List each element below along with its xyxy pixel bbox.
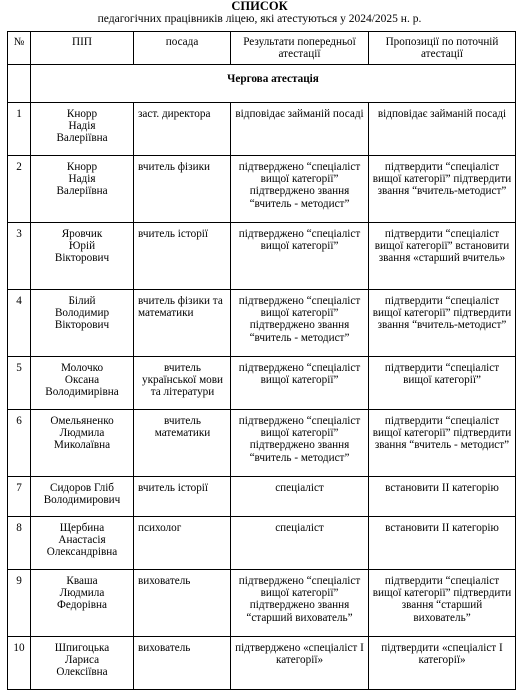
header-name: ПІП: [31, 32, 134, 65]
row-previous-result: підтверджено “спеціаліст вищої категорії” підтверджено звання “старший вихователь”: [231, 570, 369, 637]
table-row: [8, 103, 516, 156]
row-name: Шпигоцька Лариса Олексіївна: [31, 637, 134, 690]
row-proposal: підтвердити «спеціаліст І категорії»: [369, 637, 516, 690]
row-number: 7: [8, 477, 31, 517]
row-name: Омельяненко Людмила Миколаївна: [31, 410, 134, 477]
row-number: 9: [8, 570, 31, 637]
row-name: Сидоров Гліб Володимирович: [31, 477, 134, 517]
row-name: Яровчик Юрій Вікторович: [31, 223, 134, 290]
row-name: Білий Володимир Вікторович: [31, 290, 134, 357]
row-number: 8: [8, 517, 31, 570]
row-number: 1: [8, 103, 31, 156]
row-proposal: відповідає займаній посаді: [369, 103, 516, 156]
row-number: 10: [8, 637, 31, 690]
row-number: 6: [8, 410, 31, 477]
row-proposal: підтвердити “спеціаліст вищої категорії” підтвердити звання “вчитель-методист”: [369, 290, 516, 357]
section-label: Чергова атестація: [31, 65, 516, 103]
header-num: №: [8, 32, 31, 65]
row-name: Кнорр Надія Валеріївна: [31, 103, 134, 156]
table-row: [8, 570, 516, 637]
row-previous-result: підтверджено “спеціаліст вищої категорії”: [231, 357, 369, 410]
row-proposal: встановити ІІ категорію: [369, 517, 516, 570]
row-previous-result: підтверджено “спеціаліст вищої категорії” підтверджено звання “вчитель - методист”: [231, 290, 369, 357]
attestation-table: [7, 31, 516, 690]
row-position: вчитель історії: [134, 477, 231, 517]
table-row: [8, 477, 516, 517]
row-proposal: підтвердити “спеціаліст вищої категорії” підтвердити звання “вчитель - методист”: [369, 410, 516, 477]
row-number: 5: [8, 357, 31, 410]
row-position: психолог: [134, 517, 231, 570]
row-position: заст. директора: [134, 103, 231, 156]
table-row: [8, 517, 516, 570]
row-proposal: встановити ІІ категорію: [369, 477, 516, 517]
row-position: вчитель математики: [134, 410, 231, 477]
row-previous-result: підтверджено “спеціаліст вищої категорії”: [231, 223, 369, 290]
header-previous: Результати попередньої атестації: [231, 32, 369, 65]
row-position: вихователь: [134, 570, 231, 637]
row-name: Молочко Оксана Володимирівна: [31, 357, 134, 410]
row-previous-result: відповідає займаній посаді: [231, 103, 369, 156]
section-spacer: [8, 65, 31, 103]
table-row: [8, 223, 516, 290]
row-name: Кваша Людмила Федорівна: [31, 570, 134, 637]
row-number: 2: [8, 156, 31, 223]
table-row: [8, 410, 516, 477]
document-subtitle: педагогічних працівників ліцею, які атестуються у 2024/2025 н. р.: [97, 13, 422, 25]
row-proposal: підтвердити “спеціаліст вищої категорії” підтвердити звання “вчитель-методист”: [369, 156, 516, 223]
row-proposal: підтвердити “спеціаліст вищої категорії” встановити звання «старший вчитель»: [369, 223, 516, 290]
row-previous-result: спеціаліст: [231, 477, 369, 517]
row-previous-result: спеціаліст: [231, 517, 369, 570]
row-name: Щербина Анастасія Олександрівна: [31, 517, 134, 570]
row-previous-result: підтверджено «спеціаліст І категорії»: [231, 637, 369, 690]
header-position: посада: [134, 32, 231, 65]
row-number: 4: [8, 290, 31, 357]
row-position: вчитель фізики та математики: [134, 290, 231, 357]
section-row: [8, 65, 516, 103]
table-header-row: [8, 32, 516, 65]
row-proposal: підтвердити “спеціаліст вищої категорії”: [369, 357, 516, 410]
row-position: вчитель фізики: [134, 156, 231, 223]
table-row: [8, 290, 516, 357]
row-position: вчитель історії: [134, 223, 231, 290]
row-previous-result: підтверджено “спеціаліст вищої категорії” підтверджено звання “вчитель - методист”: [231, 156, 369, 223]
row-number: 3: [8, 223, 31, 290]
document-title: СПИСОК: [231, 0, 288, 13]
row-proposal: підтвердити “спеціаліст вищої категорії” підтвердити звання “старший вихователь”: [369, 570, 516, 637]
row-position: вихователь: [134, 637, 231, 690]
row-name: Кнорр Надія Валеріївна: [31, 156, 134, 223]
table-row: [8, 357, 516, 410]
header-proposal: Пропозиції по поточній атестації: [369, 32, 516, 65]
row-previous-result: підтверджено “спеціаліст вищої категорії” підтверджено звання “вчитель - методист”: [231, 410, 369, 477]
table-row: [8, 637, 516, 690]
row-position: вчитель української мови та літератури: [134, 357, 231, 410]
table-row: [8, 156, 516, 223]
